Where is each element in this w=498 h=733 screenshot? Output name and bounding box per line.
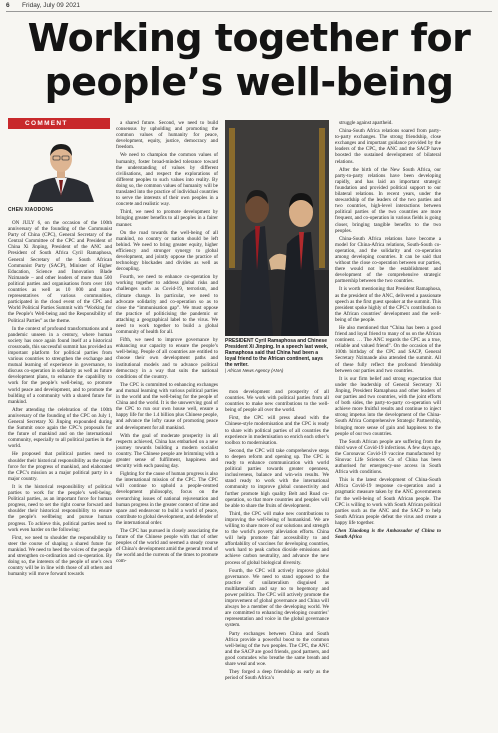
paragraph: Party exchanges between China and South Africa provide a powerful boost to the common well-being of the two peoples. The CPC, the ANC and the SACP are good friends, good partners, and good comrades who breathe the same breath and share weal and woe.: [225, 630, 329, 668]
paragraph: China-South Africa relations soared from party-to-party exchanges. The strong friendship, close exchanges and important guidance provided by the leaders of the CPC, the ANC and the SACP have boosted the sustained development of bilateral relations.: [335, 128, 441, 165]
header-rule: [6, 11, 492, 12]
paragraph: After attending the celebration of the 100th anniversary of the founding of the CPC on July 1, General Secretary Xi Jinping expounded during the Summit once again the CPC’s proposals for the future of mankind and on the international community, especially to all political parties in the world.: [8, 406, 112, 450]
photo-credit: | African News Agency (ANA): [225, 368, 284, 373]
photo-caption: [225, 338, 329, 374]
paragraph: They forged a deep friendship as early as the period of South Africa’s: [225, 669, 329, 682]
caption-text: PRESIDENT Cyril Ramaphosa and Chinese President Xi Jinping. In a speech last week, Ramaphosa said that China had been a loyal friend to the African continent, says the writer.: [225, 338, 329, 368]
paragraph: Third, the CPC will make new contributions to improving the well-being of humankind. We are willing to share more of our solutions and strength to the world’s poverty alleviation efforts. China will help promote fair accessibility to and affordability of vaccines for developing countries, work hard to peak carbon dioxide emissions and achieve carbon neutrality, and advance the new process of global biological diversity.: [225, 510, 329, 566]
paragraph: Fifth, we need to improve governance by enhancing our capacity to ensure the people’s well-being. People of all countries are entitled to choose their own development paths and institutional models and to advance political democracy in a way that suits the national conditions of the country.: [116, 337, 218, 380]
paragraph: It is our firm belief and strong expectation that under the leadership of General Secretary Xi Jinping, President Ramaphosa and other leaders of our parties and two countries, with the joint efforts of both sides, the party-to-party co-operation will achieve more fruitful results and continue to inject strong impetus into the development of the China-South Africa Comprehensive Strategic Partnership, bringing more sense of gain and happiness to the people of our two countries.: [335, 375, 441, 437]
paragraph: First, we need to shoulder the responsibility to steer the course of shaping a shared future for mankind. We need to heed the voices of the people and strengthen co-ordination and co-operation. By doing so, the interests of the people of one’s own country will be in line with those of all others and humanity will move forward towards: [8, 534, 112, 578]
headline-line-1: Working together for: [27, 16, 471, 60]
paragraph: Fighting for the cause of human progress is also the international mission of the CPC. The CPC will continue to uphold a people-centred development philosophy, focus on the overarching issues of national rejuvenation and human progress in the greater context of time and space and endeavour to build a world of peace, contribute to global development, and defender of the international order.: [116, 471, 218, 526]
paragraph: The South African people are suffering from the third wave of Covid-19 infections. A few days ago, the Coronavac Covid-19 vaccine manufactured by Sinovac Life Sciences Co of China has been authorised for emergency-use access in South Africa with conditions.: [335, 438, 441, 476]
page-number: 6: [6, 2, 10, 9]
author-signature: Chen Xiaodong is the Ambassador of China to South Africa: [335, 528, 441, 541]
paragraph: He also mentioned that “China has been a good friend and loyal friend to many of us on the African continent. … The ANC regards the CPC as a true, reliable and valued friend”. On the occasion of the 100th birthday of the CPC and SACP, General Secretary Nzimande also attended the summit. All of these fully reflect the profound friendship between our parties and two countries.: [335, 325, 441, 374]
paragraph: After the birth of the New South Africa, our party-to-party relations have been developing rapidly, and has laid an important strategic foundation and provided political support to our bilateral relations. In recent years, under the stewardship of the leaders of the two parties and two countries, high-level interactions between political parties of the two countries are more frequent, and co-operation in various fields is going closer, bringing tangible benefits to the two peoples.: [335, 166, 441, 234]
news-photo: [225, 120, 329, 336]
paragraph: This is the latest development of China-South Africa Covid-19 response co-operation and a pragmatic measure taken by the ANC governments for the well-being of South African people. The CPC is willing to work with South African political parties such as the ANC and the SACP to help South African people defeat the virus and create a happy life together.: [335, 477, 441, 526]
paragraph: Fourth, the CPC will actively improve global governance. We need to stand opposed to the practice of unilateralism disguised as multilateralism and say no to hegemony and power politics. The CPC will actively promote the improvement of global governance and China will always be a member of the developing world. We are committed to enhancing developing countries’ representation and voice in the global governance system.: [225, 567, 329, 629]
author-portrait: [14, 135, 108, 202]
issue-date: Friday, July 09 2021: [22, 2, 81, 9]
section-label: COMMENT: [25, 120, 68, 127]
paragraph: In the context of profound transformations and a pandemic unseen in a century, where human society has once again found itself at a historical crossroads, this successful summit has provided an important platform for political parties from various countries to strengthen the exchange and mutual learning of experience in governance, to discuss co-operation in solidarity as well as future development plans, to enhance the capability to work for the people’s well-being, so promote world peace and development, and to promote the building of a community with a shared future for mankind.: [8, 325, 112, 405]
article-column-2: [116, 120, 218, 725]
article-column-1: [8, 220, 112, 725]
paragraph: The CPC is committed to enhancing exchanges and mutual learning with various political parties in the world and the well-being for the people of China and the world. It is the unswerving goal of the CPC to run our own house well, ensure a happy life for the 1.4 billion plus Chinese people, and advance the lofty cause of promoting peace and development for all mankind.: [116, 381, 218, 431]
paragraph: The CPC has pursued in closely associating the future of the Chinese people with that of other peoples of the world and seemed a steady course of China’s development amid the general trend of the world and the currents of the times to promote com-: [116, 528, 218, 565]
paragraph: Second, the CPC will take comprehensive steps to deepen reform and opening up. The CPC is ready to enhance communication with world political parties towards greater openness, inclusiveness, balance and win-win results. We stand ready to work with the international community to improve global connectivity and further promote high quality Belt and Road co-operation, so that more countries and peoples will be able to share the fruits of development.: [225, 447, 329, 509]
article-column-3: [225, 389, 329, 725]
article-column-4: [335, 120, 441, 725]
paragraph: China-South Africa relations have become a model for China-Africa relations, South-South co-operation, and the solidarity and co-operation among developing countries. It can be said that without the close co-operation between our parties, there would not be the establishment and development of the comprehensive strategic partnership between the two countries.: [335, 235, 441, 285]
paragraph: a shared future. Second, we need to build consensus by upholding and promoting the common values of humanity for peace, development, equity, justice, democracy and freedom.: [116, 120, 218, 151]
paragraph: Third, we need to promote development by bringing greater benefits to all peoples in a fairer manner.: [116, 209, 218, 228]
paragraph: struggle against apartheid.: [339, 120, 393, 126]
paragraph: First, the CPC will press ahead with the Chinese-style modernisation and the CPC is ready to share with political parties of all countries the experience in modernisation so enrich each other’s toolbox to modernisation.: [225, 415, 329, 446]
paragraph: It is the historical responsibility of political parties to work for the people’s well-being. Political parties, as an important force for human progress, need to set the right course forward and shoulder their historical responsibility to ensure the people’s wellbeing and pursue human progress. To achieve this, political parties need to work even harder on the following:: [8, 483, 112, 533]
paragraph: Fourth, we need to enhance co-operation by working together to address global risks and challenges such as Covid-19, terrorism, and climate change. In particular, we need to advocate solidarity and co-operation so as to close the “immunisation gap”. We must oppose the practice of politicising the pandemic or attaching a geographical label to the virus. We need to work together to build a global community of health for all.: [116, 274, 218, 336]
paragraph: We need to champion the common values of humanity, foster broad-minded tolerance toward the understanding of values by different civilisations, and respect the explorations of different peoples to such values into reality. By doing so, the common values of humanity will be translated into the practice of individual countries to serve the interests of their own peoples in a concrete and realistic way.: [116, 152, 218, 208]
paragraph: It is worth mentioning that President Ramaphosa, as the president of the ANC, delivered a passionate speech as the first guest speaker at the summit. This president spoke highly of the CPC’s contribution to the African countries’ development and the well-being of the people.: [335, 286, 441, 323]
paragraph: ON JULY 6, on the occasion of the 100th anniversary of the founding of the Communist Party of China (CPC), General Secretary of the Central Committee of the CPC and President of China Xi Jinping, President of the ANC and President of South Africa Cyril Ramaphosa, General Secretary of the South African Communist Party (SACP), Minister of Higher Education, Science and Innovation Blade Nzimande – and other leaders of more than 500 political parties and organisations from over 160 countries as well as 10 000 and more representatives of various communities, participated in the cloud event of the CPC and World Political Parties Summit with “Working for the People’s Well-being and the Responsibility of Political Parties” as the theme.: [8, 220, 112, 324]
paragraph: mon development and prosperity of all countries. We work with political parties from all countries to make new contributions to the well-being of people all over the world.: [225, 389, 329, 414]
section-label-bar: [8, 118, 110, 129]
paragraph: On the road towards the well-being of all mankind, no country or nation should be left behind. We need to bring greater equity, higher efficiency and stronger synergy to global development, and jointly oppose the practice of technology blockades and divides as well as decoupling.: [116, 229, 218, 273]
author-byline: CHEN XIAODONG: [8, 207, 54, 213]
paragraph: He proposed that political parties need to shoulder their historical responsibility as the major force for the progress of mankind, and elaborated the CPC’s mission as a major political party in a major country.: [8, 451, 112, 482]
paragraph: With the goal of moderate prosperity in all respects achieved, China has embarked on a new journey towards building a modern socialist country. The Chinese people are brimming with a greater sense of fulfilment, happiness and security with each passing day.: [116, 432, 218, 470]
headline-line-2: people’s well-being: [44, 60, 454, 104]
